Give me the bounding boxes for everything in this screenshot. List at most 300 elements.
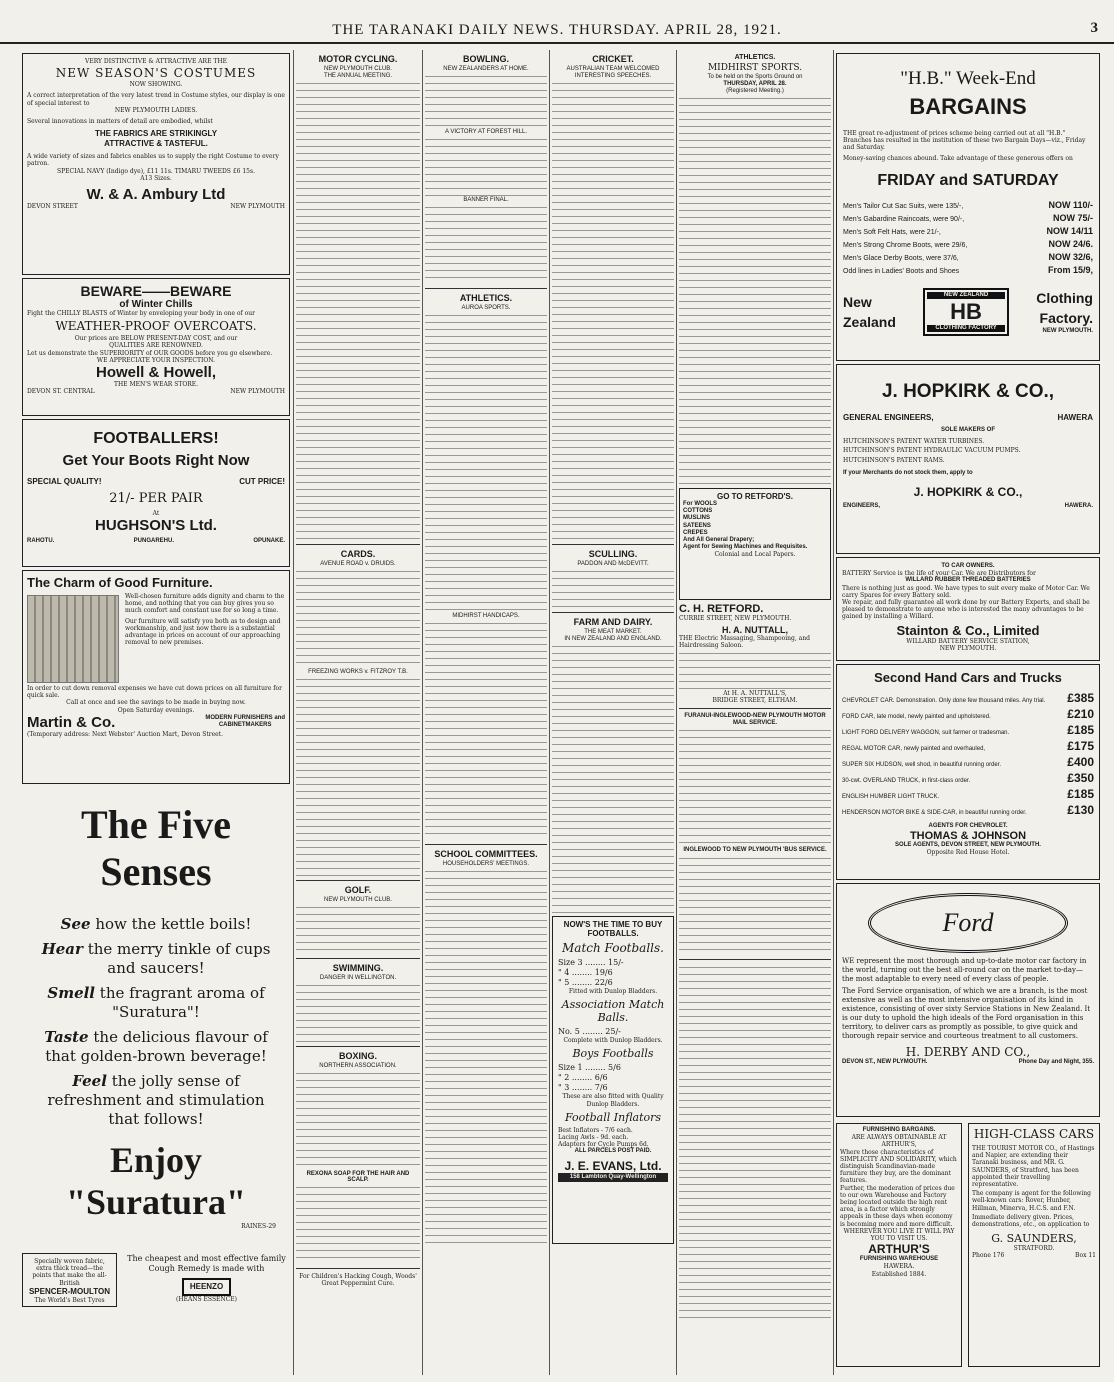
ad-text: Our furniture will satisfy you both as to design and workmanship, and just now there is a substantial advantage in prices on account of our approaching removal to new premises.	[125, 617, 281, 647]
ad-line: VERY DISTINCTIVE & ATTRACTIVE ARE THE	[85, 58, 227, 65]
ad-advertiser: H. DERBY AND CO.,	[905, 1045, 1031, 1059]
article-text	[679, 650, 831, 690]
price-row: Lacing Awls - 9d. each.	[558, 1134, 629, 1142]
ad-line: WE APPRECIATE YOUR INSPECTION.	[96, 356, 216, 364]
masthead	[0, 0, 1114, 44]
bargain-price: NOW 75/-	[1052, 212, 1093, 223]
ad-text: Where those characteristics of SIMPLICITY AND SOLIDARITY, which distinguish Scandinavian-made furniture they buy, are the dominant features.	[840, 1148, 957, 1185]
ad-line: NEW PLYMOUTH.	[1042, 328, 1093, 335]
sense-smell	[36, 984, 276, 1022]
article-subheading: IN NEW ZEALAND AND ENGLAND.	[564, 636, 662, 642]
bargain-row	[843, 200, 1093, 211]
ad-advertiser: Stainton & Co., Limited	[896, 622, 1040, 638]
ad-line: THE FABRICS ARE STRIKINGLY	[94, 129, 218, 139]
ad-text: THE Electric Massaging, Shampooing, and Hairdressing Saloon.	[679, 635, 810, 650]
ad-brand: HEENZO	[182, 1278, 231, 1296]
article-subheading: MIDHIRST SPORTS.	[707, 63, 803, 73]
ad-line: ATTRACTIVE & TASTEFUL.	[104, 139, 208, 149]
ad-keyword: See	[60, 915, 91, 933]
ad-text: Let us demonstrate the SUPERIORITY of OUR GOODS before you go elsewhere.	[27, 349, 273, 357]
column-rule	[422, 50, 423, 1375]
bargain-list	[843, 200, 1093, 276]
ad-advertiser: Howell & Howell,	[95, 364, 216, 382]
ad-address: 158 Lambton Quay-Wellington	[558, 1173, 668, 1182]
price-row: No. 5 ........ 25/-	[558, 1027, 621, 1037]
ad-text: Several innovations in matters of detail are embodied, whilst	[27, 118, 213, 126]
ad-advertiser: C. H. RETFORD.	[679, 603, 764, 615]
bargain-row	[843, 239, 1093, 250]
section-heading: GOLF.	[344, 885, 372, 895]
ad-headline: Second Hand Cars and Trucks	[874, 670, 1062, 685]
ad-ford	[836, 883, 1100, 1117]
bargain-row	[843, 265, 1093, 276]
ad-headline: Get Your Boots Right Now	[62, 452, 250, 469]
article-subheading: MIDHIRST HANDICAPS.	[452, 613, 520, 619]
ad-address: NEW PLYMOUTH	[230, 203, 285, 211]
section-heading: SCHOOL COMMITTEES.	[434, 849, 538, 859]
ad-address: DEVON ST., NEW PLYMOUTH.	[842, 1059, 928, 1065]
ad-text: Specially woven fabric, extra thick tread—the points that make the all-British	[32, 1258, 107, 1287]
ad-advertiser: ARTHUR'S	[868, 1242, 930, 1257]
ad-line: SOLE MAKERS OF	[940, 427, 995, 433]
ad-headline: NOW'S THE TIME TO BUY FOOTBALLS.	[563, 920, 663, 938]
ad-address: NEW PLYMOUTH	[230, 388, 285, 396]
ad-headline: "H.B." Week-End	[900, 68, 1036, 89]
ad-line: HAWERA.	[1064, 503, 1093, 510]
section-heading: ATHLETICS.	[459, 293, 513, 303]
article-text	[552, 568, 674, 608]
ad-line: Factory.	[1039, 310, 1093, 327]
ad-ambury	[22, 53, 290, 275]
article-subheading: PADDON AND McDEVITT.	[577, 561, 649, 567]
ad-line: CUT PRICE!	[239, 477, 285, 486]
ad-headline: The Five Senses	[81, 802, 231, 894]
article-text	[552, 80, 674, 540]
logo-text: NEW ZEALAND	[927, 292, 1005, 299]
ad-line: NOW SHOWING.	[129, 81, 183, 89]
article-subheading: FREEZING WORKS v. FITZROY T.B.	[308, 669, 408, 675]
section-heading: CRICKET.	[592, 54, 634, 64]
ad-headline: Football Inflators	[564, 1110, 662, 1124]
ad-headline: FURNISHING BARGAINS.	[862, 1127, 936, 1133]
ad-text: In order to cut down removal expenses we have cut down prices on all furniture for quick sale.	[27, 685, 282, 700]
ad-headline: Association Match Balls.	[561, 998, 665, 1025]
ad-text: Well-chosen furniture adds dignity and charm to the home, and nothing that you can buy gives you so much comfort and constant use for so long a time.	[125, 593, 285, 615]
ad-headline: J. HOPKIRK & CO.,	[881, 381, 1055, 402]
ad-text: the fragrant aroma of "Suratura"!	[99, 984, 265, 1021]
article-text	[296, 1184, 420, 1264]
ad-headline: BARGAINS	[909, 94, 1027, 119]
ad-line: THE MEN'S WEAR STORE.	[113, 381, 199, 389]
bargain-row	[843, 252, 1093, 263]
ad-line: SOLE AGENTS, DEVON STREET, NEW PLYMOUTH.	[895, 842, 1041, 849]
article-subheading: THE MEAT MARKET.	[584, 629, 642, 635]
ad-address: STRATFORD.	[1013, 1245, 1055, 1253]
ad-arthur	[836, 1123, 962, 1367]
article-text	[425, 868, 547, 1248]
ad-advertiser: G. SAUNDERS,	[991, 1232, 1077, 1246]
article-subheading: INGLEWOOD TO NEW PLYMOUTH 'BUS SERVICE.	[683, 847, 827, 854]
car-text: 30-cwt. OVERLAND TRUCK, in first-class order.	[842, 778, 971, 784]
ad-keyword: Taste	[44, 1028, 89, 1046]
ad-brand: Enjoy "Suratura"	[66, 1140, 246, 1222]
bargain-price: NOW 32/6,	[1048, 251, 1093, 262]
ad-line: Complete with Dunlop Bladders.	[563, 1037, 663, 1045]
ad-hopkirk	[836, 364, 1100, 554]
ad-line: At H. A. NUTTALL'S,	[723, 689, 787, 697]
car-list	[842, 691, 1094, 817]
section-heading: SWIMMING.	[332, 963, 384, 973]
article-subheading: INTERESTING SPEECHES.	[574, 73, 652, 79]
price-row: " 5 ........ 22/6	[558, 978, 613, 987]
ad-hughson	[22, 419, 290, 567]
bargain-text: Men's Gabardine Raincoats, were 90/-,	[843, 215, 965, 223]
ad-headline: WEATHER-PROOF OVERCOATS.	[55, 319, 257, 334]
car-text: HENDERSON MOTOR BIKE & SIDE-CAR, in beautiful running order.	[842, 810, 1027, 816]
ad-line: NEW PLYMOUTH.	[939, 644, 997, 652]
article-subheading: FURANUI-INGLEWOOD-NEW PLYMOUTH MOTOR MAIL SERVICE.	[684, 713, 826, 727]
ad-advertiser: J. HOPKIRK & CO.,	[913, 485, 1023, 500]
car-text: REGAL MOTOR CAR, newly painted and overhauled,	[842, 746, 986, 752]
bargain-row	[843, 226, 1093, 237]
column-ads-right	[836, 50, 1100, 1378]
ad-suratura	[22, 787, 290, 1247]
car-row	[842, 755, 1094, 769]
timetable	[679, 855, 831, 955]
section-heading: CARDS.	[340, 549, 376, 559]
ad-line: Open Saturday evenings.	[117, 706, 195, 714]
car-row	[842, 707, 1094, 721]
ad-cars	[836, 664, 1100, 880]
section-heading: SCULLING.	[588, 549, 638, 559]
bargain-row	[843, 213, 1093, 224]
page-number: 3	[1090, 20, 1098, 36]
ad-text: Fight the CHILLY BLASTS of Winter by enveloping your body in one of our	[27, 310, 256, 317]
article-text	[425, 204, 547, 284]
article-text	[425, 73, 547, 128]
article-subheading: AUROA SPORTS.	[461, 305, 511, 311]
ad-line: COTTONS	[683, 508, 713, 515]
price-row: " 4 ........ 19/6	[558, 968, 613, 977]
ad-line: GENERAL ENGINEERS,	[843, 413, 934, 422]
car-text: ENGLISH HUMBER LIGHT TRUCK.	[842, 794, 940, 800]
ad-line: Agent for Sewing Machines and Requisites.	[683, 544, 808, 551]
column-news-5	[679, 50, 831, 1378]
price-row: Size 3 ........ 15/-	[558, 958, 624, 967]
ad-text: The company is agent for the following well-known cars: Rover, Hunber, Hillman, Minerva, H.C.S. and F.N.	[972, 1190, 1092, 1212]
ad-line: MUSLINS	[683, 515, 710, 522]
ad-headline: Match Footballs.	[562, 941, 664, 955]
ad-evans	[552, 916, 674, 1244]
sense-hear	[36, 940, 276, 978]
article-text	[425, 312, 547, 612]
article-text	[296, 1070, 420, 1170]
ad-headline: The Charm of Good Furniture.	[27, 575, 213, 590]
ad-line: Established 1884.	[871, 1270, 927, 1278]
column-rule	[833, 50, 834, 1375]
price-row: Best Inflators - 7/6 each.	[558, 1126, 633, 1134]
ad-line: Fitted with Dunlop Bladders.	[568, 988, 658, 995]
furniture-illustration	[27, 595, 119, 683]
sense-see	[36, 915, 276, 934]
ad-line: For WOOLS	[683, 501, 717, 507]
ad-text: Immediate delivery given. Prices, demonstrations, etc., on application to	[972, 1213, 1090, 1229]
bargain-price: From 15/9,	[1047, 264, 1093, 275]
bargain-text: Men's Tailor Cut Sac Suits, were 135/-,	[843, 202, 964, 210]
article-subheading: AVENUE ROAD v. DRUIDS.	[320, 561, 396, 567]
article-subheading: THE ANNUAL MEETING.	[323, 73, 393, 79]
ad-advertiser: SPENCER-MOULTON	[28, 1286, 111, 1296]
ad-line: Clothing	[1036, 290, 1093, 307]
bargain-text: Men's Strong Chrome Boots, were 29/6,	[843, 241, 968, 249]
car-row	[842, 723, 1094, 737]
article-text	[679, 964, 831, 1324]
car-text: CHEVROLET CAR. Demonstration. Only done few thousand miles. Any trial.	[842, 698, 1046, 704]
ad-retford	[679, 488, 831, 600]
bargain-text: Men's Soft Felt Hats, were 21/-,	[843, 228, 941, 236]
ad-address: RAHOTU.	[27, 538, 55, 545]
sense-taste	[36, 1028, 276, 1066]
ad-advertiser: Martin & Co.	[27, 713, 116, 731]
logo-text: CLOTHING FACTORY	[927, 325, 1005, 332]
car-price: £130	[1067, 803, 1094, 817]
ad-line: The World's Best Tyres	[34, 1296, 105, 1304]
article-subheading: AUSTRALIAN TEAM WELCOMED	[566, 66, 660, 72]
ad-text: Further, the moderation of prices due to our own Warehouse and Factory being located outside the high rent area, is a factor which strongly appeals in these days when economy is becoming more and more difficult.	[840, 1184, 955, 1228]
car-price: £385	[1067, 691, 1094, 705]
ad-text: We repair, and fully guarantee all work done by our Battery Experts, and shall be pleased to demonstrate to anyone who is interested the many advantages to be gained by installing a Willard.	[842, 599, 1090, 621]
ad-text: ARE ALWAYS OBTAINABLE AT ARTHUR'S,	[851, 1134, 947, 1149]
ad-line: NEW PLYMOUTH LADIES.	[114, 106, 198, 114]
car-price: £210	[1067, 707, 1094, 721]
ad-text: (Temporary address: Next Webster' Auction Mart, Devon Street.	[27, 730, 224, 738]
ad-line: HAWERA.	[883, 1263, 915, 1271]
ad-line: of Winter Chills	[119, 299, 193, 310]
ad-headline: Boys Footballs	[572, 1047, 654, 1061]
column-news-3	[425, 50, 547, 1378]
ad-saunders	[968, 1123, 1100, 1367]
ad-line: QUALITIES ARE RENOWNED.	[109, 342, 203, 350]
section-heading: BOXING.	[338, 1051, 377, 1061]
article-text	[425, 136, 547, 196]
ad-advertiser: THOMAS & JOHNSON	[909, 830, 1027, 843]
logo-text: HB	[950, 299, 982, 325]
ad-hb	[836, 53, 1100, 361]
article-subheading: NORTHERN ASSOCIATION.	[319, 1063, 397, 1069]
ad-row-bottom	[22, 1250, 290, 1310]
ad-phone: Phone 176	[972, 1252, 1005, 1260]
ad-line: AGENTS FOR CHEVROLET.	[928, 823, 1008, 829]
section-heading: FARM AND DAIRY.	[573, 617, 653, 627]
article-subheading: A VICTORY AT FOREST HILL.	[444, 129, 528, 135]
ford-logo	[868, 893, 1068, 953]
article-subheading: (Registered Meeting.)	[726, 88, 784, 94]
ad-text: If your Merchants do not stock them, apply to	[843, 469, 973, 476]
car-row	[842, 771, 1094, 785]
masthead-title: THE TARANAKI DAILY NEWS. THURSDAY. APRIL 28, 1921.	[332, 22, 782, 38]
ad-code: RAINES-29	[241, 1223, 276, 1230]
product-item: HUTCHINSON'S PATENT RAMS.	[843, 456, 945, 464]
car-text: LIGHT FORD DELIVERY WAGGON, suit farmer or tradesman.	[842, 730, 1010, 736]
ad-address: CURRIE STREET, NEW PLYMOUTH.	[679, 615, 792, 622]
car-row	[842, 803, 1094, 817]
ad-line: Colonial and Local Papers.	[714, 551, 796, 559]
article-text	[425, 620, 547, 840]
ad-line: WILLARD BATTERY SERVICE STATION,	[906, 637, 1030, 645]
ad-advertiser: J. E. EVANS, Ltd.	[564, 1158, 662, 1173]
bargain-price: NOW 24/6.	[1048, 238, 1093, 249]
ad-headline: NEW SEASON'S COSTUMES	[55, 66, 257, 81]
column-news-2	[296, 50, 420, 1378]
ad-text: WHEREVER YOU LIVE IT WILL PAY YOU TO VISIT US.	[843, 1227, 955, 1243]
column-rule	[293, 50, 294, 1375]
price-row: Size 1 ........ 5/6	[558, 1063, 621, 1073]
ad-line: SPECIAL QUALITY!	[27, 477, 102, 486]
car-row	[842, 691, 1094, 705]
ad-line: FURNISHING WAREHOUSE	[859, 1256, 939, 1263]
ad-line: These are also fitted with Quality Dunlop Bladders.	[562, 1093, 664, 1108]
ad-line: HAWERA	[1057, 413, 1093, 422]
article-text	[296, 568, 420, 668]
article-subheading: NEW ZEALANDERS AT HOME.	[443, 66, 529, 72]
ad-line: ENGINEERS,	[843, 503, 881, 510]
logo-text: Ford	[942, 908, 994, 937]
ad-headline: HIGH-CLASS CARS	[973, 1127, 1095, 1141]
bargain-text: Men's Glace Derby Boots, were 37/6,	[843, 254, 959, 262]
ad-text: The Ford Service organisation, of which we are a branch, is the most extensive as well as the most intensive organisation of its kind in existence, consisting of over sixty Service Stations in New Zealand. It is our duty to uphold the high ideals of the Ford organisation in this territory, to deliver cars as promptly as possible, to give quick and thorough repair service and courteous treatment to all customers.	[842, 987, 1091, 1040]
ad-line: SATEENS	[683, 522, 711, 529]
ad-text: BATTERY Service is the life of your Car. We are Distributors for	[842, 570, 1036, 578]
ad-box: Box 11	[1075, 1252, 1096, 1260]
ad-advertiser: H. A. NUTTALL,	[722, 625, 788, 636]
ad-text: WE represent the most thorough and up-to-date motor car factory in the world, turning out the best all-round car on the market to-day—the most adaptable to every need of every class of people.	[842, 957, 1087, 983]
ad-line: ALL PARCELS POST PAID.	[574, 1148, 652, 1155]
ad-line: A13 Sizes.	[140, 174, 172, 182]
article-subheading: NEW PLYMOUTH CLUB.	[324, 897, 392, 903]
timetable	[679, 727, 831, 847]
ad-headline: FOOTBALLERS!	[93, 430, 219, 447]
ad-line: Opposite Red House Hotel.	[926, 849, 1010, 857]
price-row: " 2 ........ 6/6	[558, 1073, 608, 1083]
price-row: Adapters for Cycle Pumps 6d.	[558, 1141, 649, 1149]
ad-line: MODERN FURNISHERS and	[205, 715, 285, 722]
ad-spencer	[22, 1253, 117, 1307]
car-price: £400	[1067, 755, 1094, 769]
ad-headline: GO TO RETFORD'S.	[717, 492, 793, 501]
column-news-4	[552, 50, 674, 1378]
article-subheading: THURSDAY, APRIL 28.	[723, 81, 787, 87]
car-price: £185	[1067, 723, 1094, 737]
ad-text: the delicious flavour of that golden-brown beverage!	[45, 1028, 268, 1065]
article-text	[296, 904, 420, 954]
article-subheading: NEW PLYMOUTH CLUB.	[324, 66, 392, 72]
car-row	[842, 787, 1094, 801]
ad-heenzo	[123, 1250, 290, 1310]
ad-line: CREPES	[683, 529, 708, 536]
article-text	[296, 80, 420, 540]
ad-line: (HEANS ESSENCE)	[176, 1296, 237, 1303]
ad-text: how the kettle boils!	[95, 915, 252, 933]
hb-logo	[923, 288, 1009, 336]
ad-line: WILLARD RUBBER THREADED BATTERIES	[905, 577, 1031, 584]
article-subheading: REXONA SOAP FOR THE HAIR AND SCALP.	[306, 1171, 410, 1183]
car-text: SUPER SIX HUDSON, well shod, in beautiful running order.	[842, 762, 1002, 768]
ad-headline: TO CAR OWNERS.	[941, 563, 995, 569]
column-rule	[549, 50, 550, 1375]
ad-line: Our prices are BELOW PRESENT-DAY COST, and our	[74, 335, 238, 343]
article-text	[679, 95, 831, 485]
hb-footer	[843, 288, 1093, 336]
article-subheading: DANGER IN WELLINGTON.	[319, 975, 397, 981]
ad-line: And All General Drapery;	[683, 537, 755, 544]
ad-howell	[22, 278, 290, 416]
ad-keyword: Hear	[41, 940, 83, 958]
ad-keyword: Smell	[47, 984, 96, 1002]
ad-phone: Phone Day and Night, 355.	[1018, 1059, 1094, 1065]
article-text	[552, 643, 674, 913]
car-row	[842, 739, 1094, 753]
ad-stainton	[836, 557, 1100, 661]
ad-row-bottom-right	[836, 1120, 1100, 1370]
article-subheading: To be held on the Sports Ground on	[707, 74, 803, 80]
section-heading: ATHLETICS.	[734, 54, 776, 61]
ad-text: the jolly sense of refreshment and stimulation that follows!	[47, 1072, 265, 1128]
ad-line: Zealand	[843, 314, 896, 331]
ad-text: There is nothing just as good. We have types to suit every make of Motor Car. We carry Spares for every Battery sold.	[842, 584, 1090, 599]
car-price: £185	[1067, 787, 1094, 801]
car-price: £175	[1067, 739, 1094, 753]
ad-line: SPECIAL NAVY (Indigo dye), £11 11s. TIMARU TWEEDS £6 15s.	[57, 167, 255, 175]
ad-address: DEVON ST. CENTRAL	[27, 388, 95, 396]
car-text: FORD CAR, late model, newly painted and upholstered.	[842, 714, 991, 720]
car-price: £350	[1067, 771, 1094, 785]
ad-text: the merry tinkle of cups and saucers!	[87, 940, 271, 977]
ad-advertiser: HUGHSON'S Ltd.	[95, 517, 217, 535]
article-subheading: HOUSEHOLDERS' MEETINGS.	[442, 861, 530, 867]
ad-text: Call at once and see the savings to be made in buying now.	[66, 699, 246, 707]
column-rule	[676, 50, 677, 1375]
section-heading: MOTOR CYCLING.	[318, 54, 398, 64]
bargain-price: NOW 110/-	[1048, 199, 1093, 210]
ad-text: Money-saving chances abound. Take advantage of these generous offers on	[843, 154, 1073, 162]
ad-text: A correct interpretation of the very latest trend in Costume styles, our display is one of special interest to	[27, 92, 285, 107]
ad-martin	[22, 570, 290, 784]
ad-address: PUNGAREHU.	[133, 538, 174, 545]
article-subheading: BANNER FINAL.	[463, 197, 509, 203]
ad-keyword: Feel	[72, 1072, 107, 1090]
product-item: HUTCHINSON'S PATENT WATER TURBINES.	[843, 438, 985, 446]
column-ads-left	[22, 50, 290, 1378]
ad-address: OPUNAKE.	[253, 538, 285, 545]
ad-text: The cheapest and most effective family Cough Remedy is made with	[127, 1254, 286, 1273]
ad-text: THE great re-adjustment of prices scheme being carried out at all "H.B." Branches has resulted in the institution of these two Bargain Days—viz., Friday and Saturday.	[843, 130, 1086, 152]
bargain-price: NOW 14/11	[1046, 225, 1093, 236]
ad-text: A wide variety of sizes and fabrics enables us to supply the right Costume to every patron.	[27, 153, 279, 168]
article-text: For Children's Hacking Cough, Woods' Great Peppermint Cure.	[299, 1273, 417, 1288]
ad-line: New	[843, 294, 872, 311]
ad-line: CABINETMAKERS	[218, 722, 272, 729]
ad-headline: FRIDAY and SATURDAY	[877, 171, 1059, 189]
ad-price: 21/- PER PAIR	[109, 491, 203, 506]
article-text	[296, 676, 420, 876]
ad-address: DEVON STREET	[27, 203, 78, 211]
article-text	[296, 982, 420, 1042]
bargain-text: Odd lines in Ladies' Boots and Shoes	[843, 267, 960, 275]
section-heading: BOWLING.	[463, 54, 509, 64]
sense-feel	[36, 1072, 276, 1129]
ad-text: THE TOURIST MOTOR CO., of Hastings and Napier, are extending their Taranaki business, and MR. G. SAUNDERS, of Stratford, has been appointed their travelling representative.	[972, 1145, 1095, 1189]
ad-advertiser: W. & A. Ambury Ltd	[86, 186, 226, 204]
